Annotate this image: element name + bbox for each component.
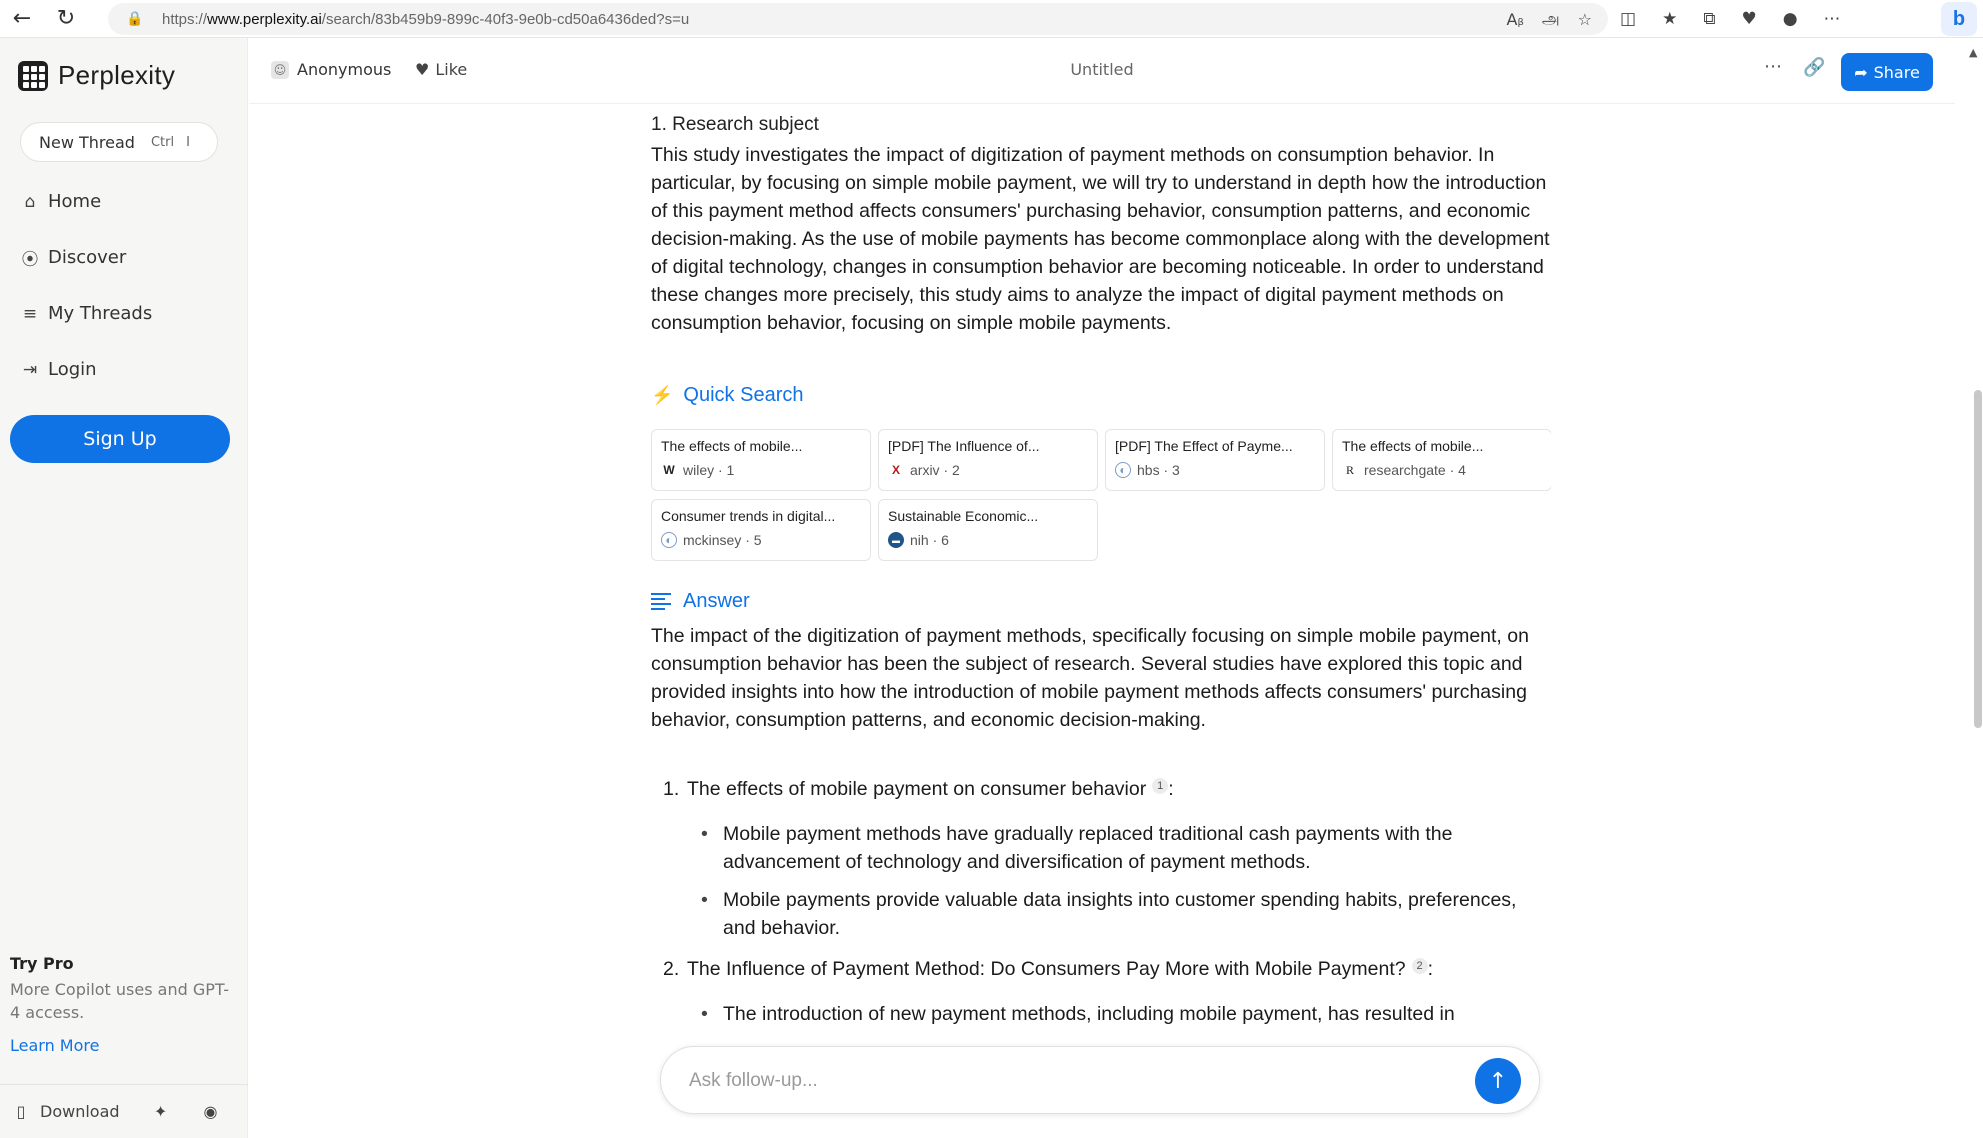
source-title: Consumer trends in digital... — [661, 508, 836, 524]
layers-icon: ≡ — [22, 303, 38, 324]
source-card[interactable] — [878, 429, 1098, 491]
query-title: 1. Research subject — [651, 114, 819, 135]
try-pro-description: More Copilot uses and GPT-4 access. — [10, 980, 229, 1022]
send-arrow-icon[interactable]: ↑ — [1475, 1058, 1521, 1104]
source-site: nih · 6 — [910, 532, 949, 548]
user-name: Anonymous — [297, 60, 392, 79]
new-thread-button[interactable] — [20, 122, 218, 162]
address-bar[interactable] — [108, 3, 1608, 35]
list-number: 1. — [663, 778, 680, 800]
list-item-title: The Influence of Payment Method: Do Consumers Pay More with Mobile Payment? — [687, 958, 1406, 980]
thread-header — [249, 38, 1955, 104]
home-icon: ⌂ — [24, 191, 36, 212]
browser-essentials-icon[interactable]: ♥ — [1741, 9, 1757, 29]
thread-content — [651, 104, 1551, 1044]
profile-icon[interactable]: ● — [1782, 9, 1798, 29]
query-text: This study investigates the impact of digitization of payment methods on consumption behavior. In particular, by focusing on simple mobile payment, we will try to understand in depth how the introduction of this payment method affects consumers' purchasing behavior, consumption patterns, and economic decision-making. As the use of mobile payments has become commonplace along with the development of digital technology, changes in consumption behavior are becoming noticeable. In order to understand these changes more precisely, this study aims to analyze the impact of digital payment methods on consumption behavior, focusing on simple mobile payments. — [651, 144, 1550, 334]
logo-text: Perplexity — [58, 60, 176, 90]
sidebar — [0, 38, 248, 1138]
source-card[interactable] — [878, 499, 1098, 561]
source-card[interactable] — [651, 499, 871, 561]
browser-toolbar — [0, 0, 1983, 38]
new-thread-label: New Thread — [39, 132, 135, 152]
source-title: The effects of mobile... — [661, 438, 803, 454]
citation-badge[interactable]: 2 — [1412, 958, 1428, 974]
page-scrollbar[interactable] — [1955, 38, 1983, 1138]
answer-intro: The impact of the digitization of payment methods, specifically focusing on simple mobile payment, on consumption behavior has been the subject of research. Several studies have explored this topic and provided insights into how the introduction of mobile payment methods affects consumers' purchasing behavior, consumption patterns, and economic decision-making. — [651, 625, 1529, 731]
sidebar-item-discover[interactable] — [20, 247, 126, 268]
sidebar-item-label: My Threads — [48, 303, 153, 324]
discord-icon[interactable]: ◉ — [203, 1102, 218, 1121]
copy-link-icon[interactable]: 🔗 — [1803, 57, 1826, 78]
shortcut-ctrl: Ctrl — [150, 134, 175, 150]
more-options-icon[interactable]: ⋯ — [1764, 56, 1782, 77]
sidebar-item-label: Discover — [48, 247, 127, 268]
wiley-icon: W — [663, 463, 675, 477]
quick-search-label: Quick Search — [683, 384, 804, 406]
source-site: hbs · 3 — [1137, 462, 1180, 478]
share-button[interactable] — [1841, 53, 1933, 91]
sidebar-item-label: Home — [48, 191, 102, 212]
sidebar-item-my-threads[interactable] — [20, 303, 152, 324]
source-site: arxiv · 2 — [910, 462, 960, 478]
translate-icon[interactable]: அ — [1541, 8, 1560, 28]
sidebar-item-home[interactable] — [20, 191, 101, 212]
follow-up-input[interactable] — [689, 1067, 1449, 1095]
perplexity-logo-icon — [18, 61, 48, 91]
source-title: The effects of mobile... — [1342, 438, 1484, 454]
arxiv-icon: X — [891, 463, 900, 477]
back-arrow-icon[interactable]: ← — [12, 6, 32, 31]
researchgate-icon: R — [1345, 462, 1354, 477]
sidebar-item-label: Login — [48, 359, 97, 380]
sign-up-button[interactable]: Sign Up — [10, 415, 230, 463]
favorite-star-icon[interactable]: ☆ — [1577, 9, 1592, 29]
source-title: [PDF] The Effect of Payme... — [1115, 438, 1293, 454]
follow-up-box — [660, 1046, 1540, 1114]
answer-label: Answer — [683, 590, 750, 612]
answer-list-item: 2. The Influence of Payment Method: Do Consumers Pay More with Mobile Payment? 2 : — [663, 958, 1434, 980]
lightning-icon: ⚡ — [651, 385, 674, 405]
bing-copilot-icon[interactable]: b — [1941, 2, 1977, 36]
favorites-icon[interactable]: ★ — [1662, 9, 1678, 29]
sidebar-item-login[interactable] — [20, 359, 97, 380]
source-site: mckinsey · 5 — [683, 532, 762, 548]
compass-icon: ⦿ — [21, 250, 39, 270]
try-pro-panel — [10, 954, 230, 1055]
user-badge[interactable] — [271, 60, 391, 79]
globe-icon: ◐ — [1115, 462, 1131, 478]
answer-header — [651, 590, 750, 613]
anonymous-user-icon: ☺ — [271, 61, 289, 79]
scroll-up-arrow-icon[interactable]: ▲ — [1969, 46, 1978, 59]
source-card[interactable] — [1105, 429, 1325, 491]
lock-icon[interactable]: 🔒 — [126, 11, 144, 27]
heart-icon: ♥ — [415, 60, 430, 79]
learn-more-link[interactable]: Learn More — [10, 1036, 100, 1055]
source-title: [PDF] The Influence of... — [888, 438, 1040, 454]
source-card[interactable] — [651, 429, 871, 491]
sidebar-footer — [0, 1084, 248, 1138]
source-title: Sustainable Economic... — [888, 508, 1039, 524]
url-text: https://www.perplexity.ai/search/83b459b9-899c-40f3-9e0b-cd50a6436ded?s=u — [162, 10, 690, 28]
like-label: Like — [435, 60, 468, 79]
read-aloud-icon[interactable]: Aᵦ — [1506, 9, 1524, 29]
answer-bullet: • The introduction of new payment methods, including mobile payment, has resulted in — [701, 1000, 1541, 1028]
list-number: 2. — [663, 958, 680, 980]
source-site: researchgate · 4 — [1364, 462, 1466, 478]
globe-icon: ◐ — [661, 532, 677, 548]
source-site: wiley · 1 — [683, 462, 735, 478]
shortcut-key: I — [186, 134, 190, 150]
answer-list-item: 1. The effects of mobile payment on consumer behavior 1 : — [663, 778, 1174, 800]
split-screen-icon[interactable]: ◫ — [1620, 9, 1637, 29]
twitter-icon[interactable]: ✦ — [153, 1102, 168, 1121]
thread-title: Untitled — [1070, 60, 1134, 79]
try-pro-title: Try Pro — [10, 954, 74, 973]
answer-lines-icon — [651, 593, 671, 610]
answer-bullet: • Mobile payment methods have gradually replaced traditional cash payments with the advancement of technology and diversification of payment methods. — [701, 820, 1541, 876]
app-logo[interactable] — [18, 60, 175, 91]
like-button[interactable] — [415, 60, 467, 79]
source-card[interactable] — [1332, 429, 1551, 491]
login-icon: ⇥ — [22, 359, 38, 380]
list-item-title: The effects of mobile payment on consumer behavior — [687, 778, 1147, 800]
download-link[interactable]: Download — [40, 1102, 120, 1121]
settings-more-icon[interactable]: ⋯ — [1823, 9, 1841, 29]
citation-badge[interactable]: 1 — [1152, 778, 1168, 794]
answer-bullet: • Mobile payments provide valuable data insights into customer spending habits, preferences, and behavior. — [701, 886, 1541, 942]
share-label: Share — [1873, 62, 1920, 82]
collections-icon[interactable]: ⧉ — [1703, 9, 1716, 29]
scrollbar-thumb[interactable] — [1974, 390, 1982, 728]
refresh-icon[interactable]: ↻ — [56, 6, 76, 31]
download-icon[interactable]: ▯ — [16, 1102, 26, 1121]
nih-icon: ▬ — [888, 532, 904, 548]
quick-search-header — [651, 384, 803, 407]
share-arrow-icon: ➦ — [1854, 62, 1868, 82]
